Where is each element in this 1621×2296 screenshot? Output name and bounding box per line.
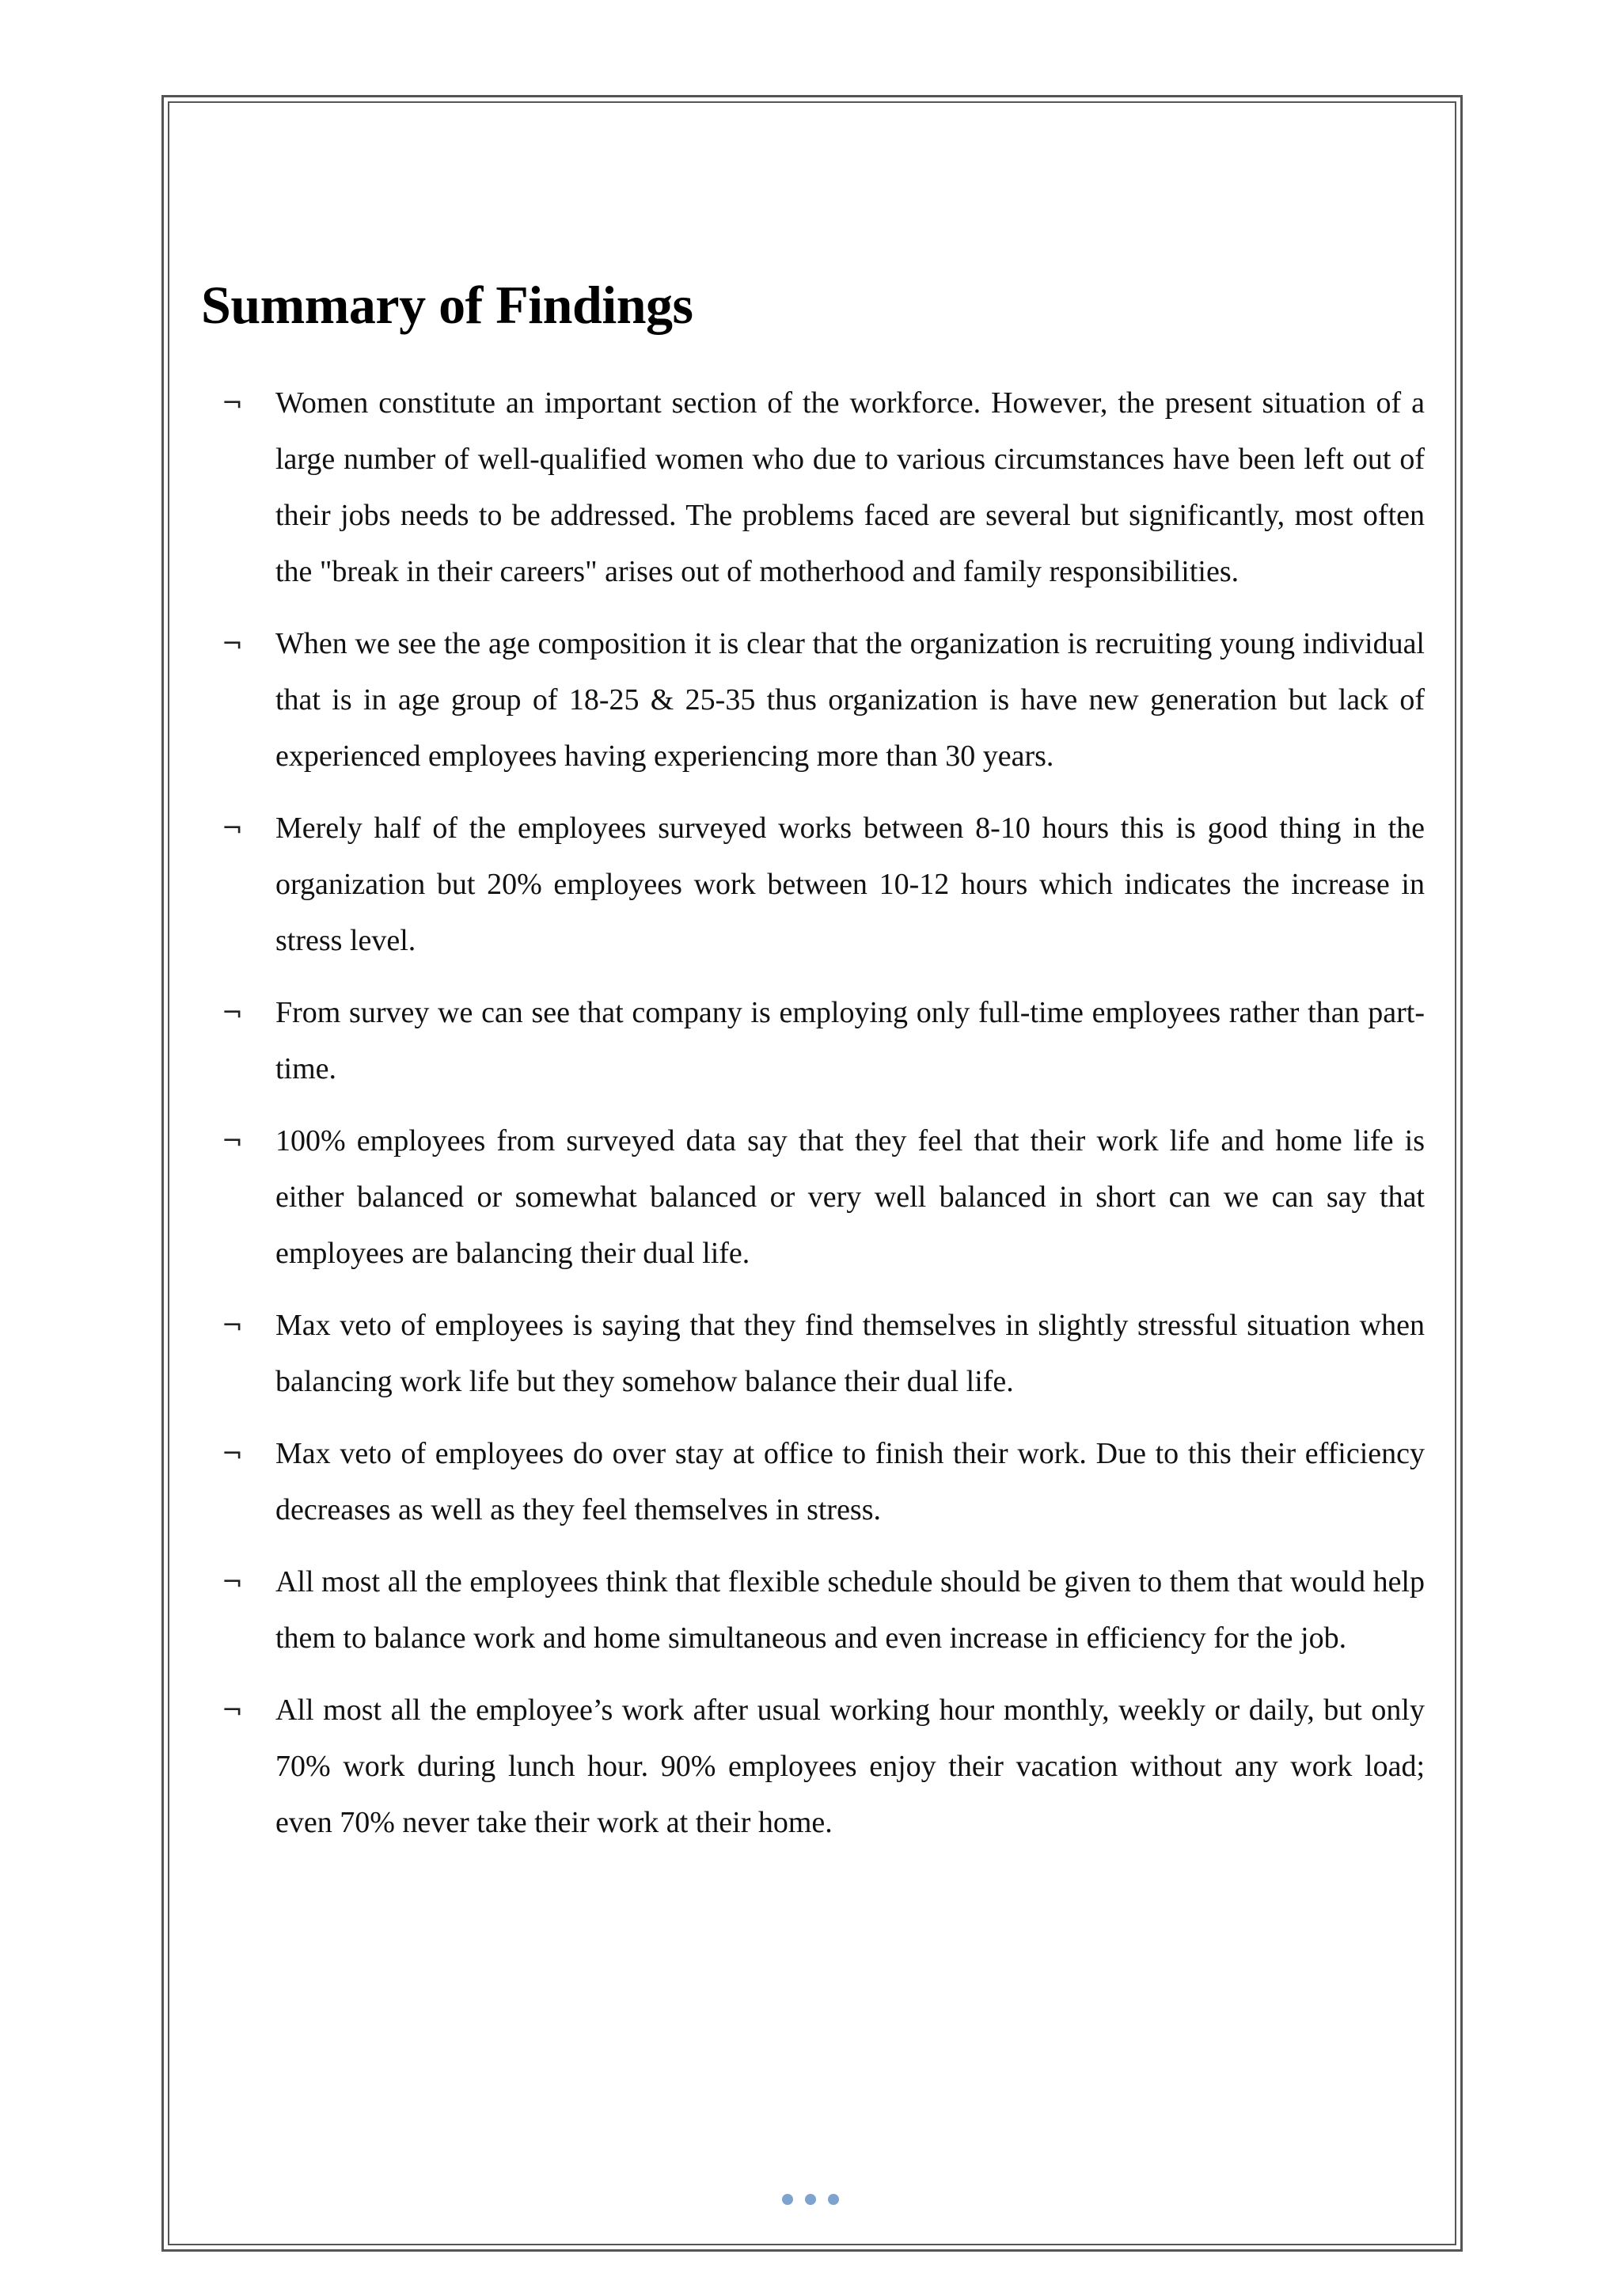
page-dots-ornament <box>782 2193 839 2206</box>
bullet-icon: ¬ <box>222 1439 243 1469</box>
finding-text: 100% employees from surveyed data say that they feel that their work life and home life is either balanced or somewhat balanced or very well balanced in short can we can say that employees are balancing their dual life. <box>275 1124 1425 1270</box>
bullet-icon: ¬ <box>222 998 243 1028</box>
bullet-icon: ¬ <box>222 388 243 418</box>
finding-item <box>222 1298 1425 1410</box>
bullet-icon: ¬ <box>222 1567 243 1597</box>
finding-text: Max veto of employees is saying that they find themselves in slightly stressful situation when balancing work life but they somehow balance their dual life. <box>275 1309 1425 1398</box>
finding-text: When we see the age composition it is clear that the organization is recruiting young individual that is in age group of 18-25 & 25-35 thus organization is have new generation but lack of experienced employees having experiencing more than 30 years. <box>275 627 1425 773</box>
finding-item <box>222 985 1425 1097</box>
bullet-icon: ¬ <box>222 629 243 659</box>
bullet-icon: ¬ <box>222 1695 243 1725</box>
finding-item <box>222 1426 1425 1538</box>
findings-list <box>222 375 1425 1867</box>
finding-text: All most all the employee’s work after usual working hour monthly, weekly or daily, but only 70% work during lunch hour. 90% employees enjoy their vacation without any work load; even 70% never take their work at their home. <box>275 1693 1425 1839</box>
finding-text: Women constitute an important section of the workforce. However, the present situation of a large number of well-qualified women who due to various circumstances have been left out of their jobs needs to be addressed. The problems faced are several but significantly, most often the "break in their careers" arises out of motherhood and family responsibilities. <box>275 386 1425 588</box>
finding-item <box>222 375 1425 600</box>
finding-item <box>222 1554 1425 1667</box>
finding-text: From survey we can see that company is employing only full-time employees rather than part-time. <box>275 996 1425 1085</box>
finding-item <box>222 1682 1425 1851</box>
bullet-icon: ¬ <box>222 813 243 843</box>
dot-icon <box>828 2194 839 2205</box>
bullet-icon: ¬ <box>222 1310 243 1340</box>
dot-icon <box>782 2194 793 2205</box>
page-title: Summary of Findings <box>201 275 693 335</box>
finding-text: Merely half of the employees surveyed works between 8-10 hours this is good thing in the organization but 20% employees work between 10-12 hours which indicates the increase in stress level. <box>275 812 1425 957</box>
finding-text: Max veto of employees do over stay at office to finish their work. Due to this their efficiency decreases as well as they feel themselves in stress. <box>275 1437 1425 1526</box>
finding-item <box>222 1113 1425 1282</box>
finding-item <box>222 616 1425 785</box>
finding-item <box>222 800 1425 969</box>
finding-text: All most all the employees think that flexible schedule should be given to them that would help them to balance work and home simultaneous and even increase in efficiency for the job. <box>275 1565 1425 1655</box>
bullet-icon: ¬ <box>222 1126 243 1156</box>
dot-icon <box>805 2194 816 2205</box>
